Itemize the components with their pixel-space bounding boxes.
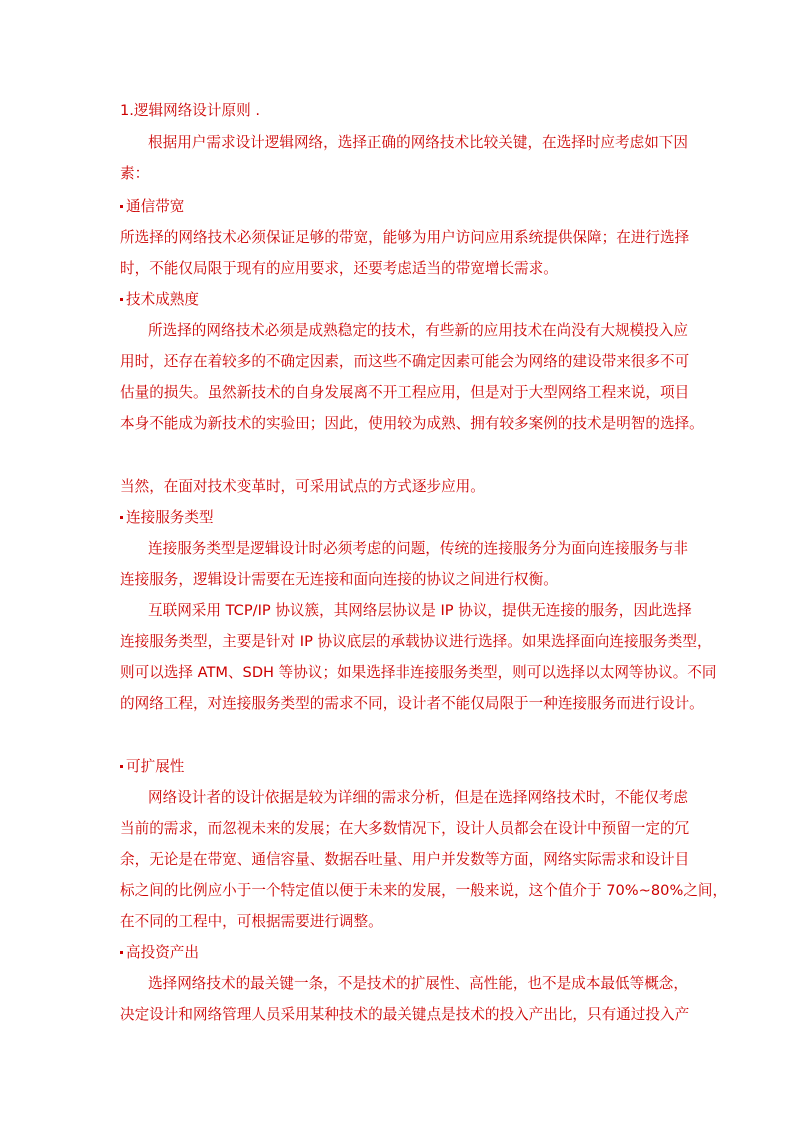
item-title-connection-service: 连接服务类型 (120, 508, 214, 528)
bullet-dot (120, 951, 123, 954)
item-connection-line-1: 连接服务类型是逻辑设计时必须考虑的问题，传统的连接服务分为面向连接服务与非 (148, 540, 688, 557)
item-scalability-line-1: 网络设计者的设计依据是较为详细的需求分析，但是在选择网络技术时，不能仅考虑 (148, 789, 688, 806)
intro-line-1: 根据用户需求设计逻辑网络，选择正确的网络技术比较关键，在选择时应考虑如下因 (148, 134, 688, 151)
item-roi-line-2: 决定设计和网络管理人员采用某种技术的最关键点是技术的投入产出比，只有通过投入产 (120, 1006, 690, 1023)
item-roi-line-1: 选择网络技术的最关键一条，不是技术的扩展性、高性能，也不是成本最低等概念， (148, 975, 688, 992)
item-maturity-line-3: 估量的损失。虽然新技术的自身发展离不开工程应用，但是对于大型网络工程来说，项目 (120, 384, 690, 401)
item-maturity-line-4: 本身不能成为新技术的实验田；因此，使用较为成熟、拥有较多案例的技术是明智的选择。 (120, 415, 704, 432)
item-connection-line-6: 的网络工程，对连接服务类型的需求不同，设计者不能仅局限于一种连接服务而进行设计。 (120, 695, 704, 712)
item-maturity-line-5: 当然，在面对技术变革时，可采用试点的方式逐步应用。 (120, 478, 485, 495)
item-title-scalability: 可扩展性 (120, 757, 184, 777)
item-scalability-line-5: 在不同的工程中，可根据需要进行调整。 (120, 913, 383, 930)
item-connection-line-4: 连接服务类型，主要是针对 IP 协议底层的承载协议进行选择。如果选择面向连接服务类型， (120, 633, 712, 650)
intro-line-2: 素： (120, 165, 150, 182)
bullet-dot (120, 765, 123, 768)
item-bandwidth-line-1: 所选择的网络技术必须保证足够的带宽，能够为用户访问应用系统提供保障；在进行选择 (120, 229, 690, 246)
item-title-roi: 高投资产出 (120, 943, 199, 963)
bullet-dot (120, 516, 123, 519)
bullet-dot (120, 298, 123, 301)
item-title-maturity: 技术成熟度 (120, 290, 199, 310)
section-heading: 1.逻辑网络设计原则 . (120, 102, 260, 119)
bullet-dot (120, 205, 123, 208)
item-connection-line-2: 连接服务，逻辑设计需要在无连接和面向连接的协议之间进行权衡。 (120, 571, 558, 588)
item-bandwidth-line-2: 时，不能仅局限于现有的应用要求，还要考虑适当的带宽增长需求。 (120, 260, 558, 277)
item-connection-line-5: 则可以选择 ATM、SDH 等协议；如果选择非连接服务类型，则可以选择以太网等协议。不同 (120, 664, 717, 681)
item-maturity-line-2: 用时，还存在着较多的不确定因素，而这些不确定因素可能会为网络的建设带来很多不可 (120, 353, 690, 370)
item-scalability-line-3: 余，无论是在带宽、通信容量、数据吞吐量、用户并发数等方面，网络实际需求和设计目 (120, 851, 690, 868)
item-scalability-line-4: 标之间的比例应小于一个特定值以便于未来的发展，一般来说，这个值介于 70%~80%之间， (120, 882, 728, 899)
item-connection-line-3: 互联网采用 TCP/IP 协议簇，其网络层协议是 IP 协议，提供无连接的服务，因此选择 (148, 602, 692, 619)
item-maturity-line-1: 所选择的网络技术必须是成熟稳定的技术，有些新的应用技术在尚没有大规模投入应 (148, 322, 688, 339)
item-scalability-line-2: 当前的需求，而忽视未来的发展；在大多数情况下，设计人员都会在设计中预留一定的冗 (120, 820, 690, 837)
item-title-bandwidth: 通信带宽 (120, 197, 184, 217)
